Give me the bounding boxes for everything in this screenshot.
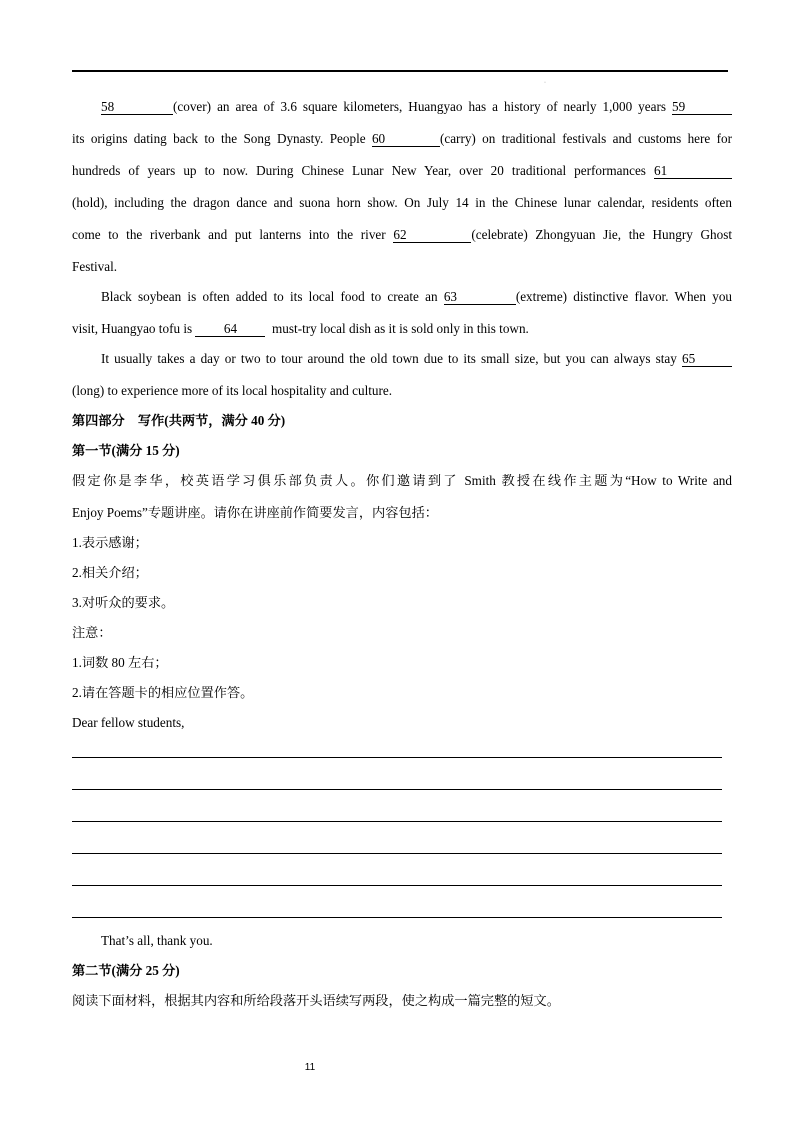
writing-prompt-line: 假定你是李华，校英语学习俱乐部负责人。你们邀请到了 Smith 教授在线作主题为“How to Write and xyxy=(72,473,732,488)
blank-60[interactable]: 60 xyxy=(372,131,440,147)
blank-61[interactable]: 61 xyxy=(654,163,732,179)
blank-62[interactable]: 62 xyxy=(393,227,471,243)
passage-line: (hold), including the dragon dance and suona horn show. On July 14 in the Chinese lunar calendar, residents often xyxy=(72,195,732,210)
part-title: 第四部分 写作(共两节，满分 40 分) xyxy=(72,413,286,428)
note-item: 1.词数 80 左右； xyxy=(72,655,168,670)
section2-prompt: 阅读下面材料，根据其内容和所给段落开头语续写两段，使之构成一篇完整的短文。 xyxy=(72,993,560,1008)
closing: That’s all, thank you. xyxy=(101,933,213,948)
blank-65[interactable]: 65 xyxy=(682,351,732,367)
passage-line: come to the riverbank and put lanterns into the river 62 (celebrate) Zhongyuan Jie, the Hungry Ghost xyxy=(72,227,732,242)
writing-prompt-line: Enjoy Poems”专题讲座。请你在讲座前作简要发言，内容包括： xyxy=(72,505,438,520)
content-item: 2.相关介绍； xyxy=(72,565,148,580)
passage-line: hundreds of years up to now. During Chinese Lunar New Year, over 20 traditional performances 61 xyxy=(72,162,732,180)
blank-59[interactable]: 59 xyxy=(672,99,732,115)
content-item: 3.对听众的要求。 xyxy=(72,595,175,610)
blank-64[interactable]: 64 xyxy=(195,321,265,337)
header-dot: · xyxy=(544,80,546,86)
section2-title: 第二节(满分 25 分) xyxy=(72,963,180,978)
header-rule xyxy=(72,70,728,72)
answer-line[interactable] xyxy=(72,917,722,918)
passage-line: Festival. xyxy=(72,259,118,274)
passage-line: Black soybean is often added to its local food to create an 63 (extreme) distinctive flavor. When you xyxy=(101,289,733,304)
blank-63[interactable]: 63 xyxy=(444,289,516,305)
answer-line[interactable] xyxy=(72,885,722,886)
note-item: 2.请在答题卡的相应位置作答。 xyxy=(72,685,254,700)
content-item: 1.表示感谢； xyxy=(72,535,148,550)
page-number: 11 xyxy=(304,1062,316,1073)
note-title: 注意： xyxy=(72,625,112,640)
blank-58[interactable]: 58 xyxy=(101,99,173,115)
answer-line[interactable] xyxy=(72,853,722,854)
salutation: Dear fellow students, xyxy=(72,715,185,730)
passage-line: 58 (cover) an area of 3.6 square kilometers, Huangyao has a history of nearly 1,000 years 59 xyxy=(101,98,732,116)
passage-line: its origins dating back to the Song Dynasty. People 60 (carry) on traditional festivals and customs here for xyxy=(72,131,732,146)
section1-title: 第一节(满分 15 分) xyxy=(72,443,180,458)
passage-line: It usually takes a day or two to tour around the old town due to its small size, but you can always stay 65 xyxy=(101,350,732,368)
answer-line[interactable] xyxy=(72,789,722,790)
answer-line[interactable] xyxy=(72,821,722,822)
passage-line: visit, Huangyao tofu is 64 must-try local dish as it is sold only in this town. xyxy=(72,321,529,336)
passage-line: (long) to experience more of its local hospitality and culture. xyxy=(72,383,393,398)
answer-line[interactable] xyxy=(72,757,722,758)
